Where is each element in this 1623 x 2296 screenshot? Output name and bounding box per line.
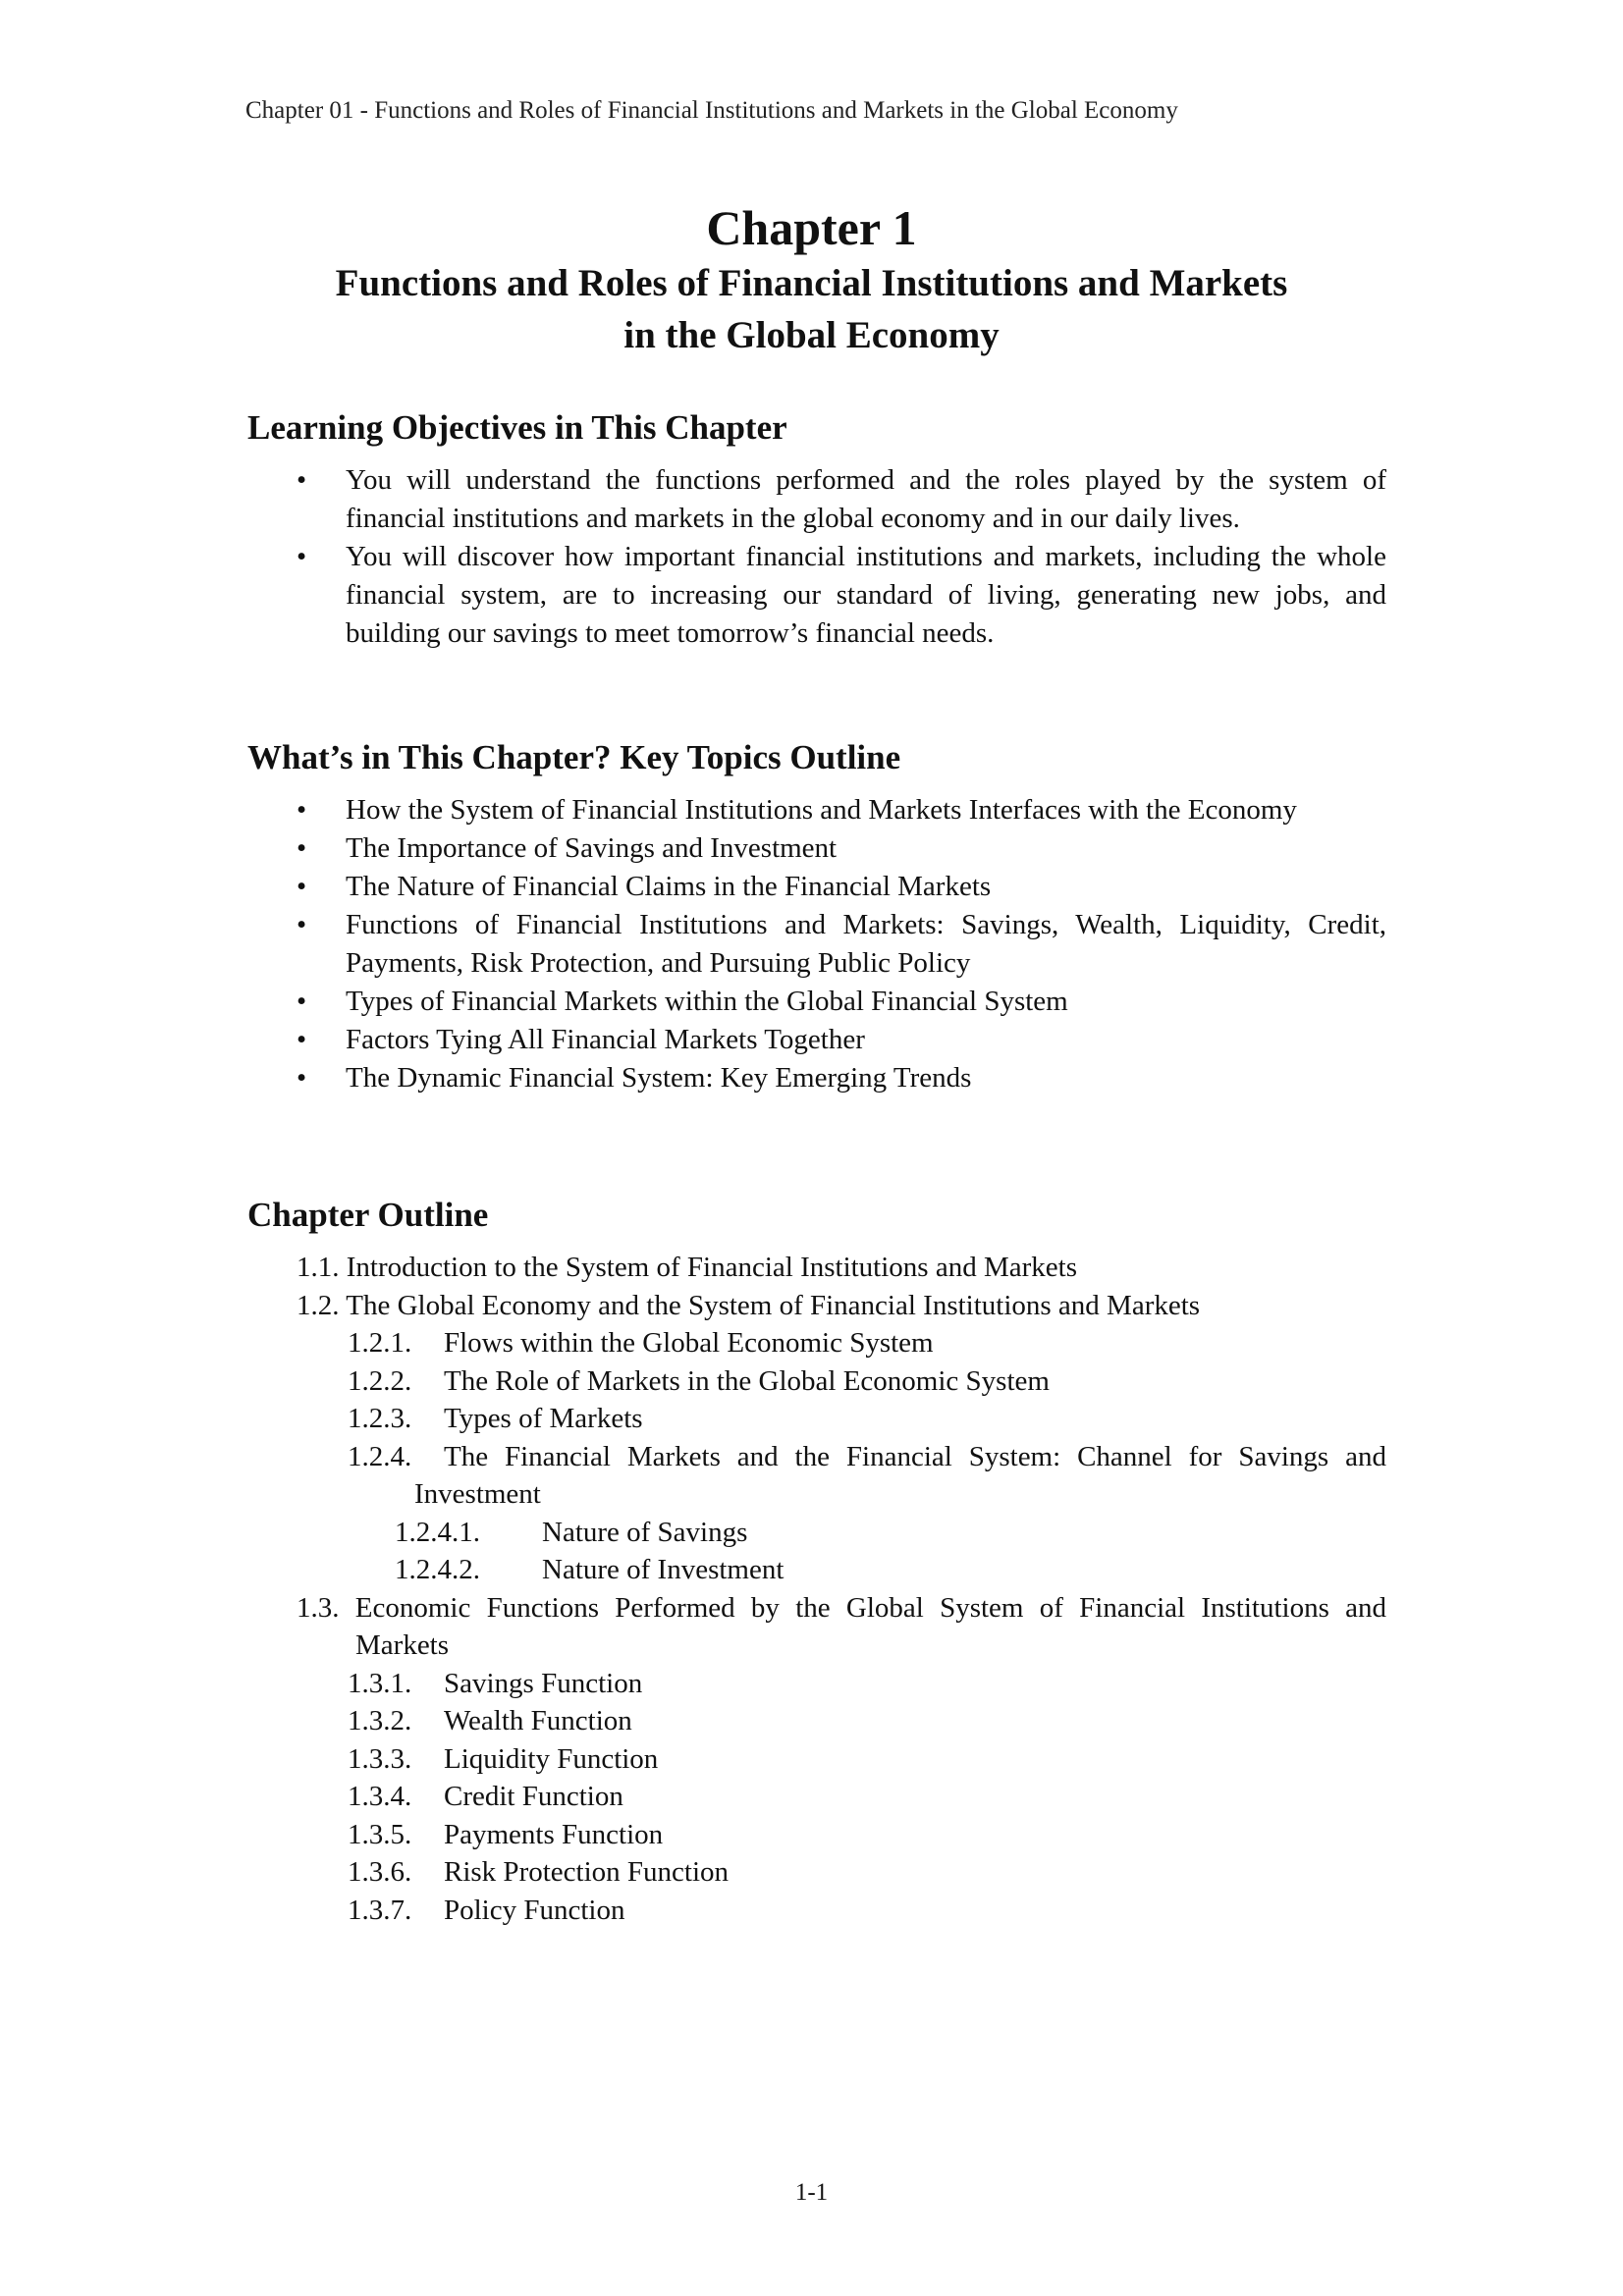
outline-item: 1.2. The Global Economy and the System of Financial Institutions and Markets (297, 1289, 1201, 1321)
outline-item: 1.2.1. Flows within the Global Economic System (348, 1327, 934, 1359)
chapter-outline-heading: Chapter Outline (247, 1196, 489, 1234)
bullet-icon: • (297, 832, 307, 864)
outline-item: 1.3.7. Policy Function (348, 1894, 625, 1926)
outline-item: 1.2.4. The Financial Markets and the Financial System: Channel for Savings and Investment (348, 1440, 1386, 1510)
list-item: • The Importance of Savings and Investment (247, 829, 1386, 868)
key-topics-heading: What’s in This Chapter? Key Topics Outline (247, 738, 901, 776)
outline-item: 1.3.5. Payments Function (348, 1818, 664, 1850)
learning-objectives-section (247, 406, 1386, 653)
outline-item: 1.3.4. Credit Function (348, 1781, 623, 1812)
outline-item: 1.2.4.1. Nature of Savings (395, 1516, 748, 1548)
list-item: • Functions of Financial Institutions and Markets: Savings, Wealth, Liquidity, Credit, Payments, Risk Protection, and Pursuing Public Policy (247, 906, 1386, 983)
outline-item: 1.3. Economic Functions Performed by the Global System of Financial Institutions and Markets (297, 1591, 1386, 1661)
key-topics-list (247, 791, 1386, 1097)
outline-item: 1.3.1. Savings Function (348, 1667, 643, 1699)
outline-item: 1.2.2. The Role of Markets in the Global Economic System (348, 1364, 1050, 1397)
chapter-outline-list (247, 1249, 1386, 1929)
learning-objectives-list (247, 461, 1386, 653)
list-item: • Types of Financial Markets within the Global Financial System (247, 983, 1386, 1021)
title-block (0, 198, 1623, 361)
bullet-icon: • (297, 1024, 307, 1055)
outline-item: 1.3.2. Wealth Function (348, 1705, 632, 1736)
chapter-outline-section (247, 1194, 1386, 1929)
bullet-icon: • (297, 986, 307, 1017)
outline-item: 1.2.3. Types of Markets (348, 1403, 643, 1434)
bullet-icon: • (297, 464, 307, 496)
bullet-icon: • (297, 541, 307, 572)
chapter-title-line2: in the Global Economy (623, 314, 1000, 356)
outline-item: 1.3.3. Liquidity Function (348, 1742, 659, 1775)
list-item: • You will understand the functions performed and the roles played by the system of financial institutions and markets in the global economy and in our daily lives. (247, 461, 1386, 538)
bullet-icon: • (297, 909, 307, 940)
list-item: • The Nature of Financial Claims in the Financial Markets (247, 868, 1386, 906)
list-item: • How the System of Financial Institutions and Markets Interfaces with the Economy (247, 791, 1386, 829)
chapter-number: Chapter 1 (706, 200, 917, 255)
outline-item: 1.1. Introduction to the System of Financial Institutions and Markets (297, 1252, 1077, 1283)
key-topics-section (247, 736, 1386, 1097)
outline-item: 1.2.4.2. Nature of Investment (395, 1554, 784, 1585)
list-item: • The Dynamic Financial System: Key Emerging Trends (247, 1059, 1386, 1097)
chapter-title-line1: Functions and Roles of Financial Institutions and Markets (335, 262, 1288, 304)
outline-item: 1.3.6. Risk Protection Function (348, 1856, 729, 1888)
running-header: Chapter 01 - Functions and Roles of Financial Institutions and Markets in the Global Economy (245, 97, 1178, 124)
bullet-icon: • (297, 1062, 307, 1094)
list-item: • Factors Tying All Financial Markets Together (247, 1021, 1386, 1059)
learning-objectives-heading: Learning Objectives in This Chapter (247, 408, 787, 447)
bullet-icon: • (297, 871, 307, 902)
list-item: • You will discover how important financial institutions and markets, including the whole financial system, are to increasing our standard of living, generating new jobs, and building our savings to meet tomorrow’s financial needs. (247, 538, 1386, 653)
page-number: 1-1 (794, 2179, 829, 2206)
bullet-icon: • (297, 794, 307, 826)
